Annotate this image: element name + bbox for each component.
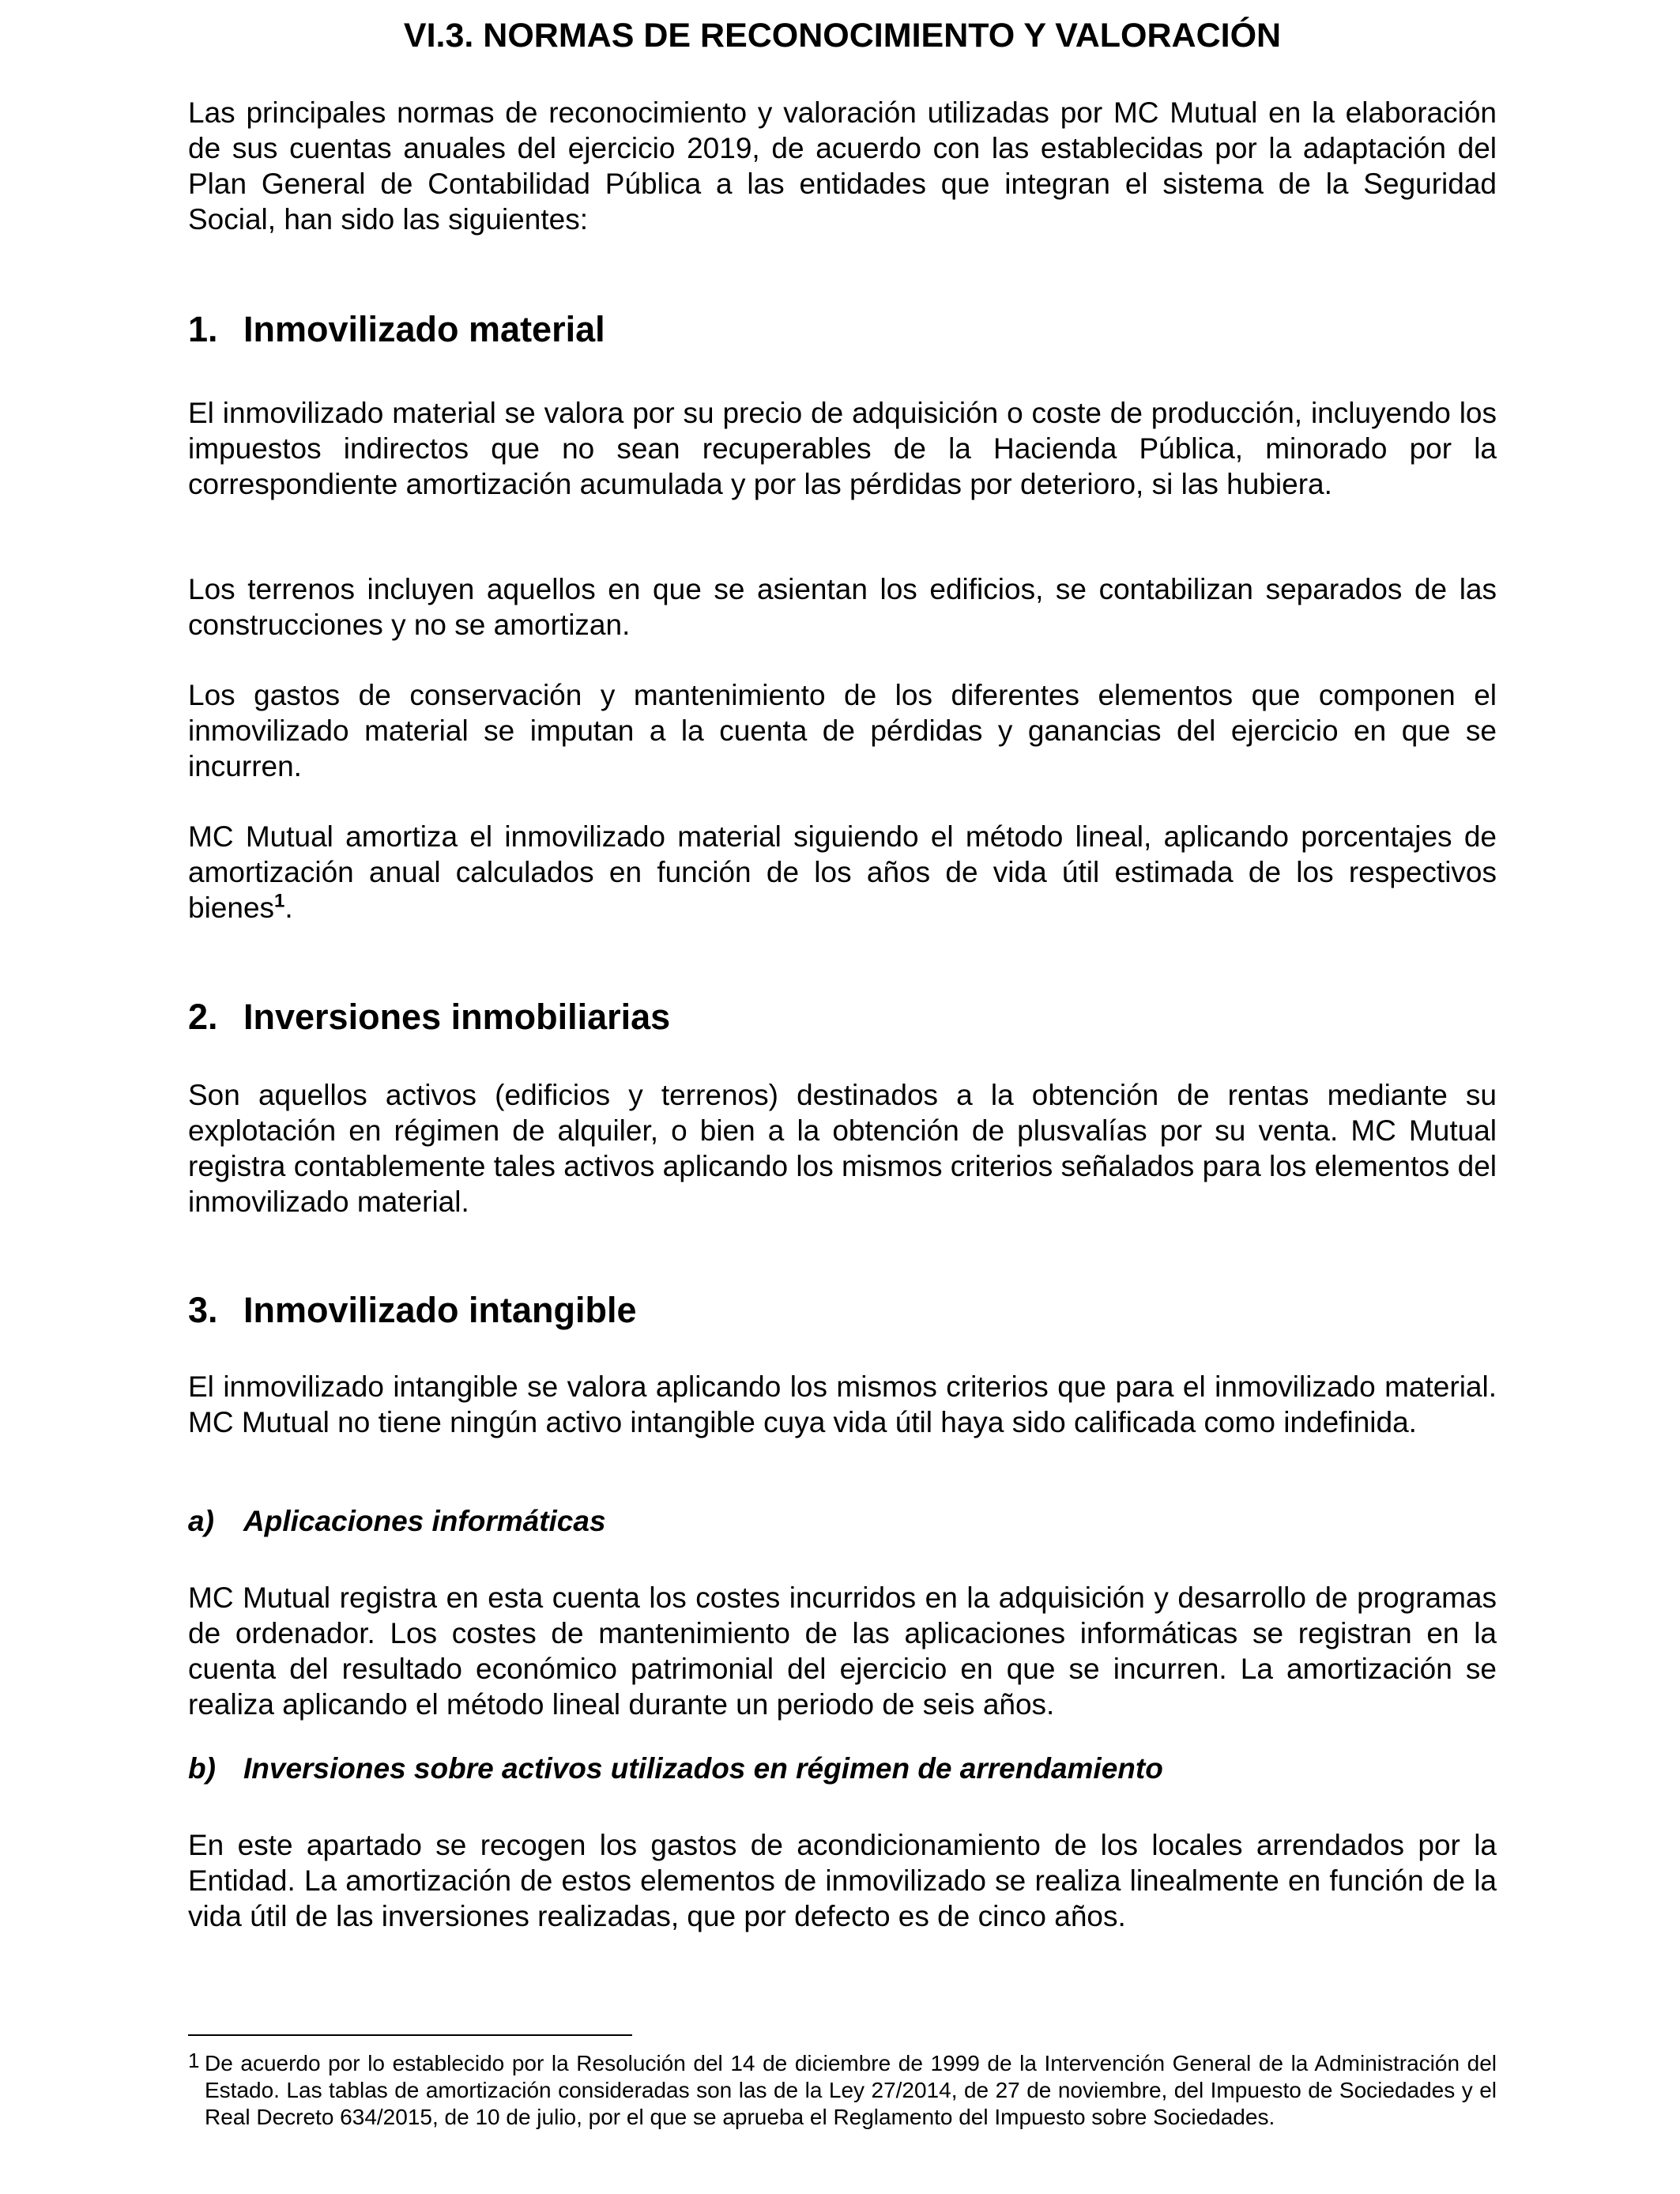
subsection-heading-aplicaciones-informaticas xyxy=(188,1503,606,1540)
footnote xyxy=(188,2050,1497,2131)
footnote-reference[interactable]: 1 xyxy=(274,890,285,912)
section-title: Inversiones inmobiliarias xyxy=(243,997,671,1037)
subsection-heading-inversiones-arrendamiento xyxy=(188,1751,1163,1787)
paragraph: Son aquellos activos (edificios y terrenos) destinados a la obtención de rentas mediante su explotación en régimen de alquiler, o bien a la obtención de plusvalías por su venta. MC Mutual registra contablemente tales activos aplicando los mismos criterios señalados para los elementos del inmovilizado material. xyxy=(188,1079,1497,1218)
footnote-text: De acuerdo por lo establecido por la Resolución del 14 de diciembre de 1999 de la Intervención General de la Administración del Estado. Las tablas de amortización consideradas son las de la Ley 27/2014, de 27 de noviembre, del Impuesto de Sociedades y el Real Decreto 634/2015, de 10 de julio, por el que se aprueba el Reglamento del Impuesto sobre Sociedades. xyxy=(205,2051,1497,2129)
paragraph: MC Mutual registra en esta cuenta los costes incurridos en la adquisición y desarrollo de programas de ordenador. Los costes de mantenimiento de las aplicaciones informáticas se registran en la cuenta del resultado económico patrimonial del ejercicio en que se incurren. La amortización se realiza aplicando el método lineal durante un periodo de seis años. xyxy=(188,1581,1497,1721)
paragraph-end: . xyxy=(284,892,293,924)
footnote-mark: 1 xyxy=(188,2049,200,2072)
subsection-title: Inversiones sobre activos utilizados en régimen de arrendamiento xyxy=(243,1752,1163,1785)
section-heading-inmovilizado-material xyxy=(188,307,605,352)
section-number: 3. xyxy=(188,1290,218,1330)
section-number: 1. xyxy=(188,309,218,349)
section-number: 2. xyxy=(188,997,218,1037)
section-title: Inmovilizado material xyxy=(243,309,605,349)
paragraph: Los gastos de conservación y mantenimiento de los diferentes elementos que componen el inmovilizado material se imputan a la cuenta de pérdidas y ganancias del ejercicio en que se incurren. xyxy=(188,679,1497,782)
section-title: Inmovilizado intangible xyxy=(243,1290,637,1330)
footnote-separator xyxy=(188,2034,632,2036)
page-title: VI.3. NORMAS DE RECONOCIMIENTO Y VALORACIÓN xyxy=(403,17,1282,55)
paragraph-with-footnote-ref xyxy=(188,819,1497,925)
section-heading-inversiones-inmobiliarias xyxy=(188,995,670,1039)
section-heading-inmovilizado-intangible xyxy=(188,1288,637,1333)
subsection-letter: b) xyxy=(188,1752,216,1785)
paragraph: El inmovilizado intangible se valora aplicando los mismos criterios que para el inmovilizado material. MC Mutual no tiene ningún activo intangible cuya vida útil haya sido calificada como indefinida. xyxy=(188,1370,1497,1438)
subsection-title: Aplicaciones informáticas xyxy=(243,1505,606,1537)
paragraph-text: MC Mutual amortiza el inmovilizado material siguiendo el método lineal, aplicando porcentajes de amortización anual calculados en función de los años de vida útil estimada de los respectivos bienes xyxy=(188,820,1497,924)
subsection-letter: a) xyxy=(188,1505,214,1537)
paragraph: Los terrenos incluyen aquellos en que se asientan los edificios, se contabilizan separados de las construcciones y no se amortizan. xyxy=(188,573,1497,641)
paragraph: En este apartado se recogen los gastos de acondicionamiento de los locales arrendados por la Entidad. La amortización de estos elementos de inmovilizado se realiza linealmente en función de la vida útil de las inversiones realizadas, que por defecto es de cinco años. xyxy=(188,1829,1497,1932)
paragraph: El inmovilizado material se valora por su precio de adquisición o coste de producción, incluyendo los impuestos indirectos que no sean recuperables de la Hacienda Pública, minorado por la correspondiente amortización acumulada y por las pérdidas por deterioro, si las hubiera. xyxy=(188,397,1497,500)
intro-paragraph: Las principales normas de reconocimiento y valoración utilizadas por MC Mutual en la elaboración de sus cuentas anuales del ejercicio 2019, de acuerdo con las establecidas por la adaptación del Plan General de Contabilidad Pública a las entidades que integran el sistema de la Seguridad Social, han sido las siguientes: xyxy=(188,96,1497,236)
